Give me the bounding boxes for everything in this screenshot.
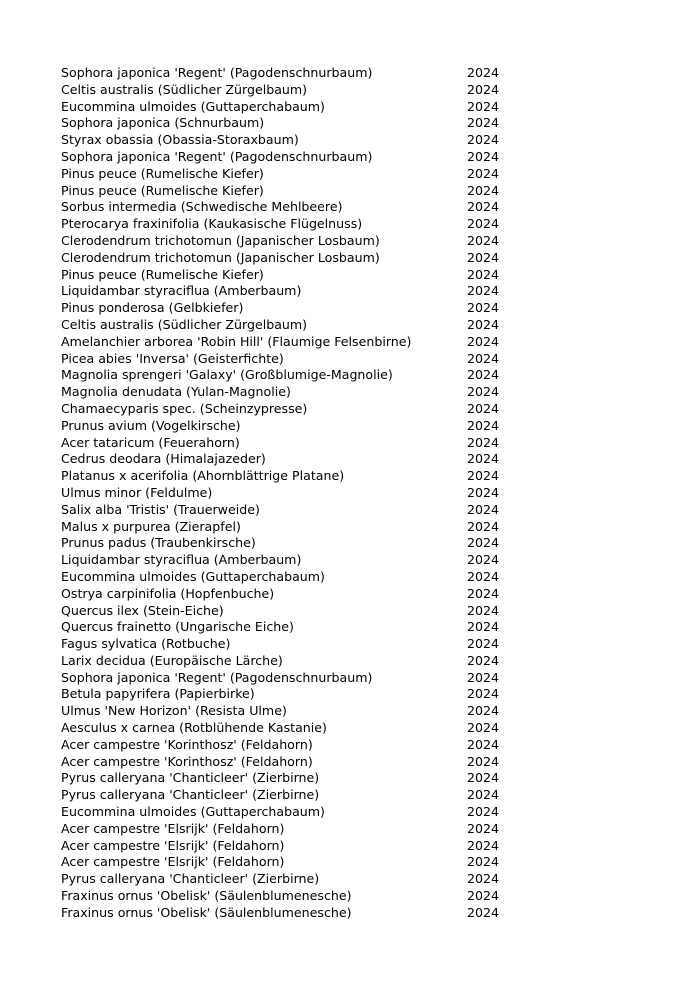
tree-name: Liquidambar styraciflua (Amberbaum) (61, 552, 302, 568)
table-row (61, 384, 521, 401)
table-row (61, 670, 521, 687)
table-row (61, 250, 521, 267)
tree-name: Ostrya carpinifolia (Hopfenbuche) (61, 585, 275, 601)
planting-year: 2024 (467, 115, 500, 131)
tree-name: Pyrus calleryana 'Chanticleer' (Zierbirne) (61, 871, 320, 887)
planting-year: 2024 (467, 199, 500, 215)
planting-year: 2024 (467, 316, 500, 332)
table-row (61, 770, 521, 787)
table-row (61, 65, 521, 82)
table-row (61, 334, 521, 351)
tree-name: Pinus peuce (Rumelische Kiefer) (61, 165, 264, 181)
planting-year: 2024 (467, 552, 500, 568)
table-row (61, 619, 521, 636)
tree-name: Salix alba 'Tristis' (Trauerweide) (61, 501, 260, 517)
tree-name: Ulmus minor (Feldulme) (61, 484, 213, 500)
planting-year: 2024 (467, 703, 500, 719)
planting-year: 2024 (467, 602, 500, 618)
tree-name: Pinus ponderosa (Gelbkiefer) (61, 300, 244, 316)
tree-name: Magnolia sprengeri 'Galaxy' (Großblumige-Magnolie) (61, 367, 393, 383)
table-row (61, 367, 521, 384)
planting-year: 2024 (467, 434, 500, 450)
tree-name: Prunus avium (Vogelkirsche) (61, 417, 241, 433)
table-row (61, 99, 521, 116)
tree-name: Acer tataricum (Feuerahorn) (61, 434, 240, 450)
table-row (61, 854, 521, 871)
table-row (61, 586, 521, 603)
tree-name: Pyrus calleryana 'Chanticleer' (Zierbirne) (61, 787, 320, 803)
tree-name: Eucommina ulmoides (Guttaperchabaum) (61, 804, 325, 820)
planting-year: 2024 (467, 854, 500, 870)
table-row (61, 401, 521, 418)
planting-year: 2024 (467, 820, 500, 836)
planting-year: 2024 (467, 753, 500, 769)
planting-year: 2024 (467, 148, 500, 164)
tree-name: Cedrus deodara (Himalajazeder) (61, 451, 266, 467)
planting-year: 2024 (467, 736, 500, 752)
table-row (61, 166, 521, 183)
table-row (61, 451, 521, 468)
planting-year: 2024 (467, 468, 500, 484)
planting-year: 2024 (467, 787, 500, 803)
planting-year: 2024 (467, 888, 500, 904)
table-row (61, 519, 521, 536)
table-row (61, 636, 521, 653)
planting-year: 2024 (467, 132, 500, 148)
planting-year: 2024 (467, 652, 500, 668)
tree-name: Fagus sylvatica (Rotbuche) (61, 636, 231, 652)
planting-year: 2024 (467, 300, 500, 316)
table-row (61, 485, 521, 502)
table-row (61, 888, 521, 905)
table-row (61, 82, 521, 99)
tree-name: Fraxinus ornus 'Obelisk' (Säulenblumenesche) (61, 888, 352, 904)
planting-year: 2024 (467, 182, 500, 198)
tree-name: Platanus x acerifolia (Ahornblättrige Platane) (61, 468, 345, 484)
table-row (61, 149, 521, 166)
table-row (61, 720, 521, 737)
planting-year: 2024 (467, 686, 500, 702)
planting-year: 2024 (467, 350, 500, 366)
planting-year: 2024 (467, 266, 500, 282)
tree-name: Quercus frainetto (Ungarische Eiche) (61, 619, 294, 635)
tree-name: Styrax obassia (Obassia-Storaxbaum) (61, 132, 299, 148)
tree-name: Sophora japonica 'Regent' (Pagodenschnurbaum) (61, 148, 373, 164)
table-row (61, 569, 521, 586)
planting-year: 2024 (467, 585, 500, 601)
planting-year: 2024 (467, 568, 500, 584)
planting-year: 2024 (467, 451, 500, 467)
tree-name: Acer campestre 'Elsrijk' (Feldahorn) (61, 854, 285, 870)
planting-year: 2024 (467, 232, 500, 248)
tree-name: Celtis australis (Südlicher Zürgelbaum) (61, 316, 308, 332)
tree-name: Sorbus intermedia (Schwedische Mehlbeere) (61, 199, 343, 215)
tree-name: Sophora japonica 'Regent' (Pagodenschnurbaum) (61, 65, 373, 80)
tree-name: Ulmus 'New Horizon' (Resista Ulme) (61, 703, 287, 719)
tree-name: Acer campestre 'Elsrijk' (Feldahorn) (61, 820, 285, 836)
tree-name: Prunus padus (Traubenkirsche) (61, 535, 256, 551)
planting-year: 2024 (467, 333, 500, 349)
tree-name: Betula papyrifera (Papierbirke) (61, 686, 255, 702)
tree-name: Magnolia denudata (Yulan-Magnolie) (61, 384, 291, 400)
table-row (61, 233, 521, 250)
tree-name: Chamaecyparis spec. (Scheinzypresse) (61, 400, 308, 416)
tree-name: Amelanchier arborea 'Robin Hill' (Flaumige Felsenbirne) (61, 333, 412, 349)
table-row (61, 905, 521, 922)
table-row (61, 199, 521, 216)
tree-name: Malus x purpurea (Zierapfel) (61, 518, 241, 534)
table-row (61, 737, 521, 754)
planting-year: 2024 (467, 636, 500, 652)
table-row (61, 435, 521, 452)
table-row (61, 552, 521, 569)
table-row (61, 418, 521, 435)
tree-name: Quercus ilex (Stein-Eiche) (61, 602, 224, 618)
planting-year: 2024 (467, 501, 500, 517)
planting-year: 2024 (467, 837, 500, 853)
planting-year: 2024 (467, 400, 500, 416)
tree-name: Clerodendrum trichotomun (Japanischer Losbaum) (61, 249, 380, 265)
planting-year: 2024 (467, 81, 500, 97)
planting-year: 2024 (467, 904, 500, 920)
table-row (61, 183, 521, 200)
planting-year: 2024 (467, 384, 500, 400)
planting-year: 2024 (467, 249, 500, 265)
table-row (61, 535, 521, 552)
planting-year: 2024 (467, 669, 500, 685)
planting-year: 2024 (467, 484, 500, 500)
table-row (61, 300, 521, 317)
tree-name: Sophora japonica 'Regent' (Pagodenschnurbaum) (61, 669, 373, 685)
tree-name: Acer campestre 'Elsrijk' (Feldahorn) (61, 837, 285, 853)
table-row (61, 653, 521, 670)
tree-name: Eucommina ulmoides (Guttaperchabaum) (61, 98, 325, 114)
tree-name: Picea abies 'Inversa' (Geisterfichte) (61, 350, 284, 366)
planting-year: 2024 (467, 98, 500, 114)
table-row (61, 216, 521, 233)
tree-planting-list (61, 65, 521, 922)
planting-year: 2024 (467, 367, 500, 383)
table-row (61, 115, 521, 132)
planting-year: 2024 (467, 720, 500, 736)
table-row (61, 703, 521, 720)
table-row (61, 132, 521, 149)
table-row (61, 754, 521, 771)
table-row (61, 267, 521, 284)
table-row (61, 686, 521, 703)
tree-name: Sophora japonica (Schnurbaum) (61, 115, 265, 131)
table-row (61, 283, 521, 300)
table-row (61, 821, 521, 838)
tree-name: Pinus peuce (Rumelische Kiefer) (61, 182, 264, 198)
planting-year: 2024 (467, 619, 500, 635)
planting-year: 2024 (467, 871, 500, 887)
tree-name: Larix decidua (Europäische Lärche) (61, 652, 283, 668)
planting-year: 2024 (467, 770, 500, 786)
tree-name: Clerodendrum trichotomun (Japanischer Losbaum) (61, 232, 380, 248)
planting-year: 2024 (467, 417, 500, 433)
planting-year: 2024 (467, 65, 500, 80)
planting-year: 2024 (467, 283, 500, 299)
planting-year: 2024 (467, 216, 500, 232)
tree-name: Pinus peuce (Rumelische Kiefer) (61, 266, 264, 282)
table-row (61, 468, 521, 485)
tree-name: Liquidambar styraciflua (Amberbaum) (61, 283, 302, 299)
tree-name: Fraxinus ornus 'Obelisk' (Säulenblumenesche) (61, 904, 352, 920)
tree-name: Pterocarya fraxinifolia (Kaukasische Flügelnuss) (61, 216, 363, 232)
table-row (61, 871, 521, 888)
tree-name: Acer campestre 'Korinthosz' (Feldahorn) (61, 736, 313, 752)
tree-name: Acer campestre 'Korinthosz' (Feldahorn) (61, 753, 313, 769)
table-row (61, 502, 521, 519)
table-row (61, 804, 521, 821)
table-row (61, 603, 521, 620)
tree-name: Celtis australis (Südlicher Zürgelbaum) (61, 81, 308, 97)
planting-year: 2024 (467, 535, 500, 551)
planting-year: 2024 (467, 165, 500, 181)
table-row (61, 838, 521, 855)
tree-name: Pyrus calleryana 'Chanticleer' (Zierbirne) (61, 770, 320, 786)
table-row (61, 317, 521, 334)
tree-name: Eucommina ulmoides (Guttaperchabaum) (61, 568, 325, 584)
table-row (61, 351, 521, 368)
planting-year: 2024 (467, 804, 500, 820)
tree-name: Aesculus x carnea (Rotblühende Kastanie) (61, 720, 327, 736)
table-row (61, 787, 521, 804)
planting-year: 2024 (467, 518, 500, 534)
